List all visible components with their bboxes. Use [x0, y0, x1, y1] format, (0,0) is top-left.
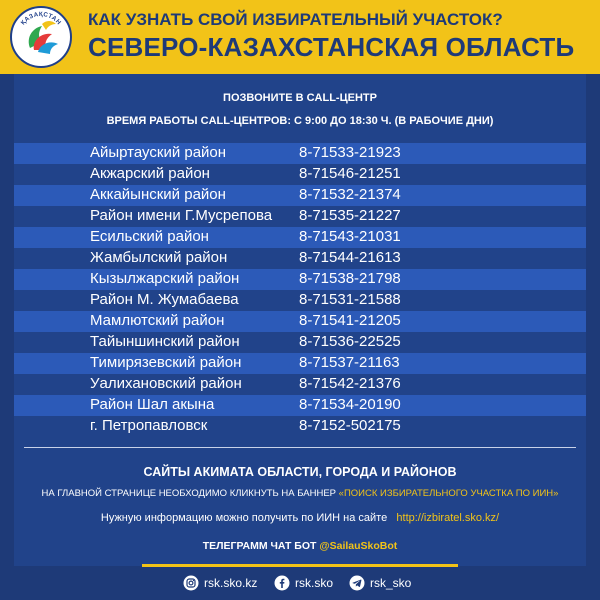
district-name: Кызылжарский район	[90, 270, 240, 287]
district-name: Район имени Г.Мусрепова	[90, 207, 273, 224]
telegram-bot-label: ТЕЛЕГРАММ ЧАТ БОТ	[202, 540, 317, 552]
district-name: Район Шал акына	[90, 396, 215, 413]
section-divider	[24, 447, 576, 448]
callcenter-hours: ВРЕМЯ РАБОТЫ CALL-ЦЕНТРОВ: С 9:00 ДО 18:30 Ч. (В РАБОЧИЕ ДНИ)	[106, 115, 494, 127]
table-row	[14, 395, 586, 416]
district-phone-table	[14, 143, 586, 437]
telegram-bot-info	[0, 540, 600, 552]
sites-banner-name: «ПОИСК ИЗБИРАТЕЛЬНОГО УЧАСТКА ПО ИИН»	[338, 488, 559, 499]
district-phone: 8-71532-21374	[299, 186, 401, 203]
district-phone: 8-71543-21031	[299, 228, 401, 245]
logo-text: ҚАЗАҚСТАН	[19, 10, 63, 27]
district-name: Аккайынский район	[90, 186, 226, 203]
instagram-handle: rsk.sko.kz	[204, 576, 258, 590]
table-row	[14, 227, 586, 248]
table-row	[14, 332, 586, 353]
district-name: Уалихановский район	[90, 375, 242, 392]
telegram-bot-link[interactable]: @SailauSkoBot	[319, 540, 398, 552]
district-phone: 8-71536-22525	[299, 333, 401, 350]
district-name: Район М. Жумабаева	[90, 291, 239, 308]
table-row	[14, 311, 586, 332]
svg-text:ҚАЗАҚСТАН	[20, 11, 63, 27]
sites-instruction	[0, 488, 600, 499]
district-name: Тимирязевский район	[90, 354, 242, 371]
telegram-link[interactable]	[349, 575, 411, 591]
facebook-handle: rsk.sko	[295, 576, 334, 590]
district-name: г. Петропавловск	[90, 417, 208, 434]
district-phone: 8-71542-21376	[299, 375, 401, 392]
district-phone: 8-71533-21923	[299, 144, 401, 161]
district-name: Акжарский район	[90, 165, 210, 182]
iin-info-text: Нужную информацию можно получить по ИИН на сайте	[100, 512, 388, 524]
iin-info	[0, 512, 600, 524]
district-phone: 8-71535-21227	[299, 207, 401, 224]
table-row	[14, 164, 586, 185]
district-phone: 8-71531-21588	[299, 291, 401, 308]
district-name: Есильский район	[90, 228, 209, 245]
district-phone: 8-71541-21205	[299, 312, 401, 329]
sites-instruction-text: НА ГЛАВНОЙ СТРАНИЦЕ НЕОБХОДИМО КЛИКНУТЬ НА БАННЕР	[41, 488, 337, 499]
telegram-icon	[349, 575, 365, 591]
iin-site-link[interactable]: http://izbiratel.sko.kz/	[396, 512, 500, 524]
district-name: Тайыншинский район	[90, 333, 240, 350]
district-phone: 8-7152-502175	[299, 417, 401, 434]
facebook-icon	[274, 575, 290, 591]
table-row	[14, 416, 586, 437]
table-row	[14, 353, 586, 374]
district-phone: 8-71538-21798	[299, 270, 401, 287]
table-row	[14, 185, 586, 206]
district-phone: 8-71534-20190	[299, 396, 401, 413]
instagram-icon	[183, 575, 199, 591]
election-commission-logo	[10, 6, 72, 68]
table-row	[14, 206, 586, 227]
district-name: Айыртауский район	[90, 144, 227, 161]
table-row	[14, 269, 586, 290]
region-title: СЕВЕРО-КАЗАХСТАНСКАЯ ОБЛАСТЬ	[88, 32, 575, 62]
sites-heading: САЙТЫ АКИМАТА ОБЛАСТИ, ГОРОДА И РАЙОНОВ	[143, 465, 457, 479]
district-phone: 8-71537-21163	[299, 354, 400, 371]
header-banner	[0, 0, 600, 74]
table-row	[14, 290, 586, 311]
page-title: КАК УЗНАТЬ СВОЙ ИЗБИРАТЕЛЬНЫЙ УЧАСТОК?	[88, 10, 503, 29]
table-row	[14, 143, 586, 164]
district-name: Жамбылский район	[90, 249, 228, 266]
telegram-handle: rsk_sko	[370, 576, 412, 590]
district-phone: 8-71546-21251	[299, 165, 401, 182]
district-name: Мамлютский район	[90, 312, 225, 329]
table-row	[14, 248, 586, 269]
callcenter-heading: ПОЗВОНИТЕ В CALL-ЦЕНТР	[223, 92, 377, 104]
table-row	[14, 374, 586, 395]
instagram-link[interactable]	[183, 575, 257, 591]
facebook-link[interactable]	[274, 575, 333, 591]
district-phone: 8-71544-21613	[299, 249, 401, 266]
